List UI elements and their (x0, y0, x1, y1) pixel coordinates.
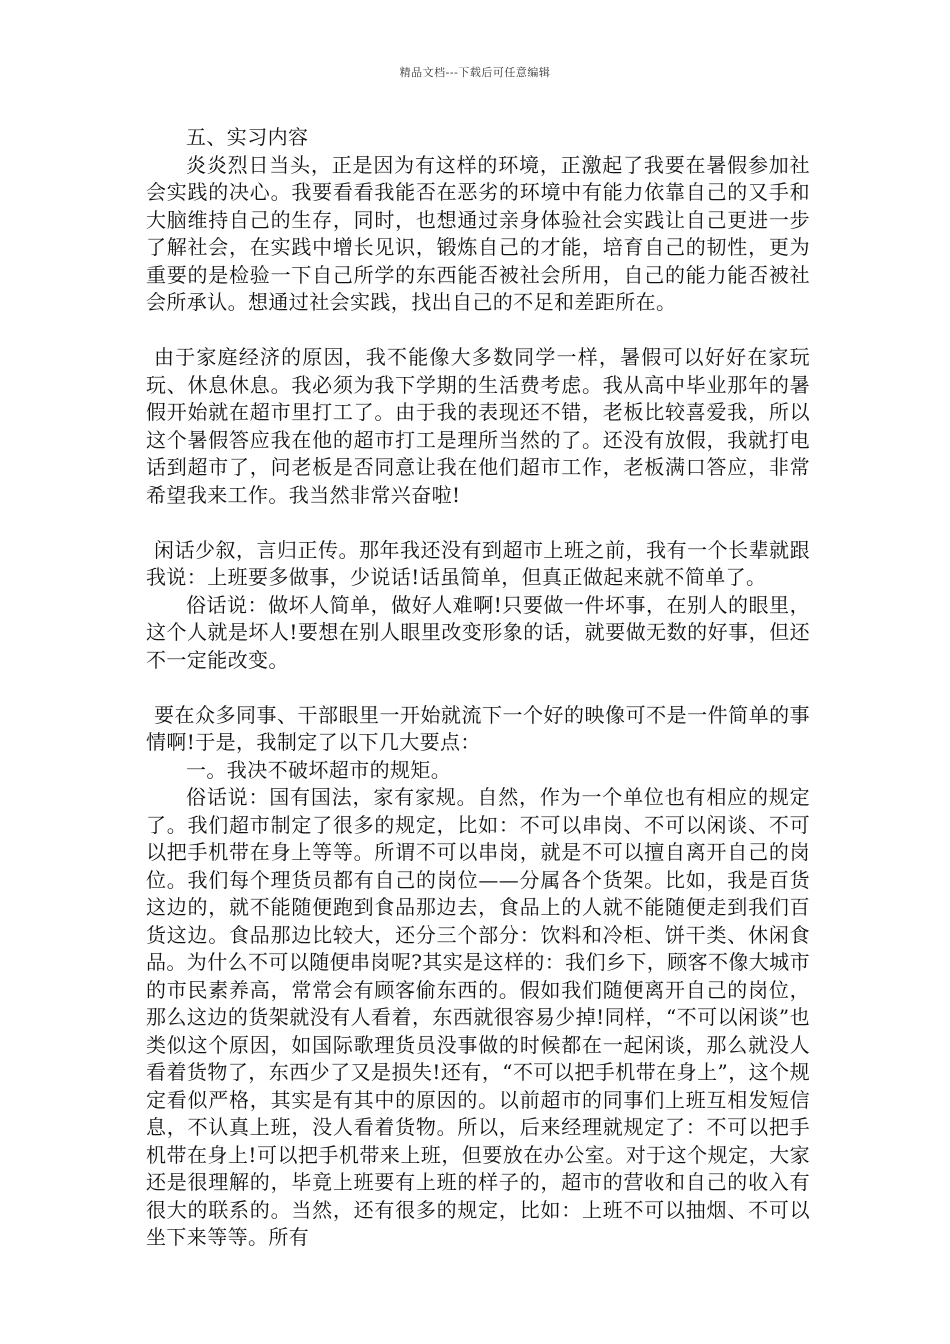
paragraph-key-points-intro: 要在众多同事、干部眼里一开始就流下一个好的映像可不是一件简单的事情啊!于是，我制定了以下几大要点： (146, 702, 810, 754)
paragraph-elder-advice: 闲话少叙，言归正传。那年我还没有到超市上班之前，我有一个长辈就跟我说：上班要多做事，少说话!话虽简单，但真正做起来就不简单了。 (146, 537, 810, 589)
section-title: 五、实习内容 (186, 125, 309, 149)
paragraph-motivation: 炎炎烈日当头，正是因为有这样的环境，正激起了我要在暑假参加社会实践的决心。我要看看我能否在恶劣的环境中有能力依靠自己的又手和大脑维持自己的生存，同时，也想通过亲身体验社会实践让自己更进一步了解社会，在实践中增长见识，锻炼自己的才能，培育自己的韧性，更为重要的是检验一下自己所学的东西能否被社会所用，自己的能力能否被社会所承认。想通过社会实践，找出自己的不足和差距所在。 (146, 152, 810, 314)
paragraph-family-reason: 由于家庭经济的原因，我不能像大多数同学一样，暑假可以好好在家玩玩、休息休息。我必须为我下学期的生活费考虑。我从高中毕业那年的暑假开始就在超市里打工了。由于我的表现还不错，老板比较喜爱我，所以这个暑假答应我在他的超市打工是理所当然的了。还没有放假，我就打电话到超市了，问老板是否同意让我在他们超市工作，老板满口答应，非常希望我来工作。我当然非常兴奋啦! (146, 345, 810, 507)
paragraph-gap (146, 509, 810, 537)
document-body (146, 124, 810, 1252)
paragraph-point-one: 一。我决不破坏超市的规矩。 (186, 757, 452, 782)
paragraph-gap (146, 317, 810, 345)
page-header: 精品文档---下载后可任意编辑 (399, 66, 551, 79)
paragraph-rules: 俗话说：国有国法，家有家规。自然，作为一个单位也有相应的规定了。我们超市制定了很多的规定，比如：不可以串岗、不可以闲谈、不可以把手机带在身上等等。所谓不可以串岗，就是不可以擅自离开自己的岗位。我们每个理货员都有自己的岗位——分属各个货架。比如，我是百货这边的，就不能随便跑到食品那边去，食品上的人就不能随便走到我们百货这边。食品那边比较大，还分三个部分：饮料和冷柜、饼干类、休闲食品。为什么不可以随便串岗呢?其实是这样的：我们乡下，顾客不像大城市的市民素养高，常常会有顾客偷东西的。假如我们随便离开自己的岗位，那么这边的货架就没有人看着，东西就很容易少掉!同样，“不可以闲谈”也类似这个原因，如国际歌理货员没事做的时候都在一起闲谈，那么就没人看着货物了，东西少了又是损失!还有，“不可以把手机带在身上”，这个规定看似严格，其实是有其中的原因的。以前超市的同事们上班互相发短信息，不认真上班，没人看着货物。所以，后来经理就规定了：不可以把手机带在身上!可以把手机带来上班，但要放在办公室。对于这个规定，大家还是很理解的，毕竟上班要有上班的样子的，超市的营收和自己的收入有很大的联系的。当然，还有很多的规定，比如：上班不可以抽烟、不可以坐下来等等。所有 (146, 785, 810, 1249)
paragraph-gap (146, 674, 810, 702)
paragraph-proverb: 俗话说：做坏人简单，做好人难啊!只要做一件坏事，在别人的眼里，这个人就是坏人!要想在别人眼里改变形象的话，就要做无数的好事，但还不一定能改变。 (146, 592, 810, 672)
